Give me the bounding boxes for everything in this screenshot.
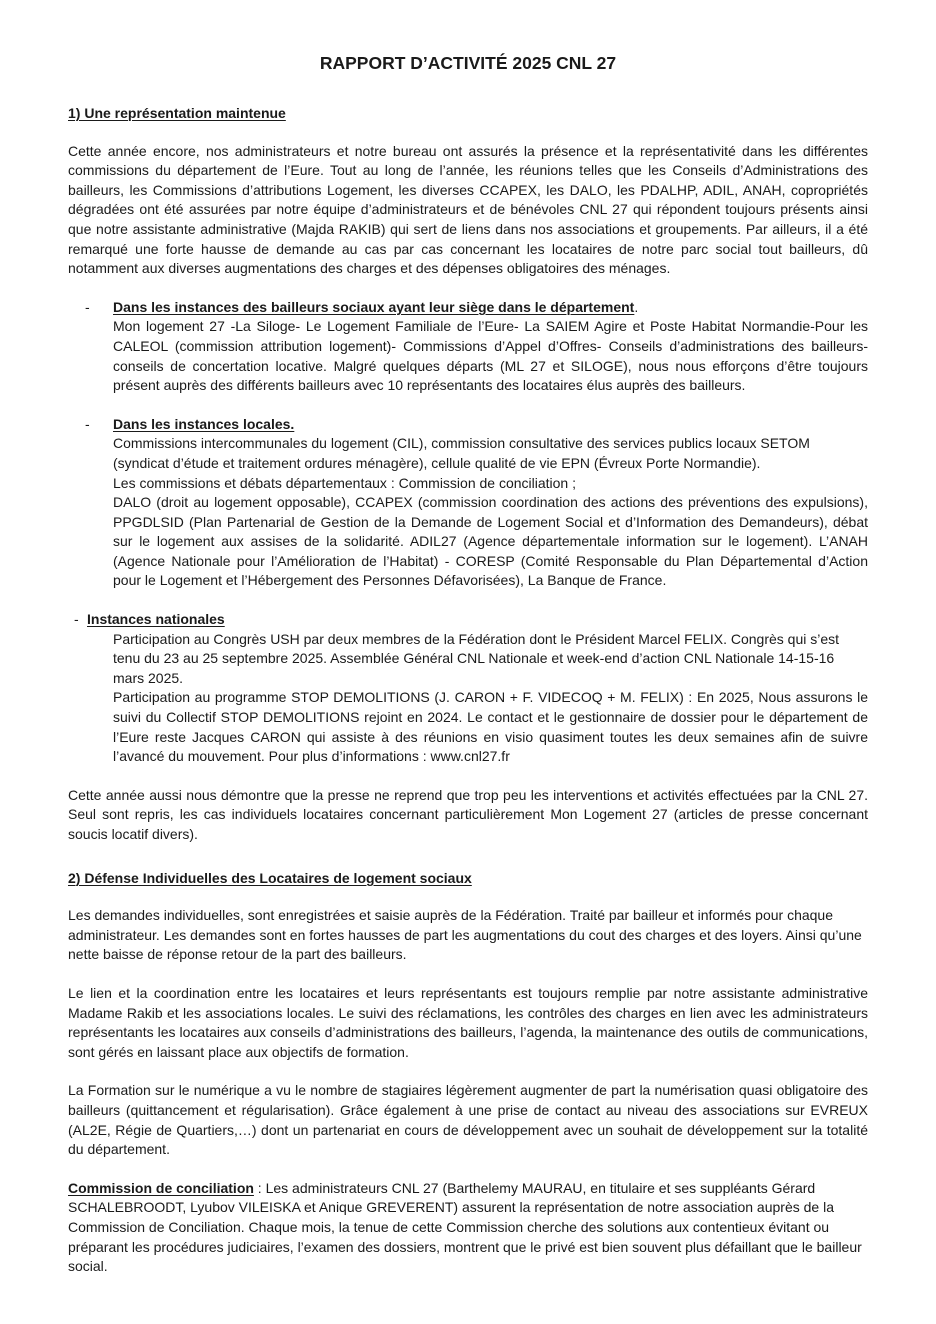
website-url: www.cnl27.fr <box>430 748 510 765</box>
bullet-item-instances-locales <box>68 415 868 591</box>
commission-conciliation-text: Les administrateurs CNL 27 (Barthelemy MAURAU, en titulaire et ses suppléants Gérard SCHALEBROODT, Lyubov VILEISKA et Anique GREVERENT) assurent la représentation de notre association auprès de la Commission de Conciliation. Chaque mois, la tenue de cette Commission cherche des solutions aux contentieux évitant ou préparant les procédures judiciaires, l’examen des dossiers, montrent que le privé est bien souvent plus défaillant que le bailleur social. <box>68 1179 862 1275</box>
bullet-heading: Dans les instances des bailleurs sociaux ayant leur siège dans le département <box>113 298 635 315</box>
individual-requests-paragraph: Les demandes individuelles, sont enregistrées et saisie auprès de la Fédération. Traité par bailleur et informés pour chaque administrateur. Les demandes sont en fortes hausses de part les augmentations du cout des charges et des loyers. Ainsi qu’une nette baisse de réponse retour de la part des bailleurs. <box>68 907 862 963</box>
section-1-bullet-list <box>68 298 868 767</box>
section-1-heading <box>68 104 868 124</box>
bullet-heading-line <box>113 298 868 318</box>
stop-demolitions-text: Participation au programme STOP DEMOLITIONS (J. CARON + F. VIDECOQ + M. FELIX) : En 2025, Nous assurons le suivi du Collectif STOP DEMOLITIONS rejoint en 2024. Le contact et le gestionnaire de dossier pour le département de l’Eure reste Jacques CARON qui assiste à des réunions en visio quasiment toutes les deux semaines afin de suivre l’avancé du mouvement. Pour plus d’informations : <box>113 689 868 765</box>
bullet-item-bailleurs-sociaux <box>68 298 868 396</box>
section-1-heading-text: 1) Une représentation maintenue <box>68 105 286 121</box>
press-coverage-paragraph: Cette année aussi nous démontre que la presse ne reprend que trop peu les interventions et activités effectuées par la CNL 27. Seul sont repris, les cas individuels locataires concernant particulièrement Mon Logement 27 (articles de presse concernant soucis locatif divers). <box>68 786 868 842</box>
formation-numerique-paragraph: La Formation sur le numérique a vu le nombre de stagiaires légèrement augmenter de part la numérisation quasi obligatoire des bailleurs (quittancement et régularisation). Grâce également à une prise de contact au niveau des associations sur EVREUX (AL2E, Régie de Quartiers,…) dont un partenariat en cours de développement avec un souhait de développement sur la totalité du département. <box>68 1082 868 1158</box>
section-2-heading-text: 2) Défense Individuelles des Locataires de logement sociaux <box>68 869 472 886</box>
coordination-paragraph: Le lien et la coordination entre les locataires et leurs représentants est toujours remplie par notre assistante administrative Madame Rakib et les associations locales. Le suivi des réclamations, les contrôles des charges en lien avec les administrateurs représentants les locataires aux conseils d’administrations des bailleurs, l’agenda, la maintenance des outils de communications, sont gérés en laissant place aux objectifs de formation. <box>68 984 868 1060</box>
bullet-heading: Instances nationales <box>87 611 225 628</box>
bullet-content <box>113 415 868 591</box>
commission-conciliation-separator: : <box>253 1179 266 1196</box>
bullet-body-paragraph: Participation au Congrès USH par deux membres de la Fédération dont le Président Marcel FELIX. Congrès qui s’est tenu du 23 au 25 septembre 2025. Assemblée Général CNL Nationale et week-end d’action CNL Nationale 14-15-16 mars 2025. <box>113 630 840 686</box>
bullet-heading-suffix: . <box>634 298 639 315</box>
bullet-body-paragraph <box>113 688 868 766</box>
commission-conciliation-label: Commission de conciliation <box>68 1179 254 1196</box>
bullet-content <box>113 298 868 396</box>
section-1-intro-paragraph: Cette année encore, nos administrateurs et notre bureau ont assurés la présence et la représentativité dans les différentes commissions du département de l’Eure. Tout au long de l’année, les réunions telles que les Conseils d’Administrations des bailleurs, les Commissions d’attributions Logement, les diverses CCAPEX, les DALO, les PDALHP, ADIL, ANAH, copropriétés dégradées ont été assurées par notre équipe d’administrateurs et de bénévoles CNL 27 qui répondent toujours présents ainsi que notre assistante administrative (Majda RAKIB) qui sert de liens dans nos associations et groupements. Par ailleurs, il a été remarqué une forte hausse de demande au cas par cas concernant les locataires de notre parc social tout bailleurs, dû notamment aux diverses augmentations des charges et des dépenses obligatoires des ménages. <box>68 142 868 277</box>
bullet-heading-line <box>87 610 868 630</box>
document-title: RAPPORT D’ACTIVITÉ 2025 CNL 27 <box>319 53 617 73</box>
bullet-dash-marker: - <box>74 611 79 628</box>
bullet-body-paragraph: Les commissions et débats départementaux : Commission de conciliation ; <box>113 474 576 491</box>
bullet-body-paragraph: DALO (droit au logement opposable), CCAPEX (commission coordination des actions des préventions des expulsions), PPGDLSID (Plan Partenarial de Gestion de la Demande de Logement Social et d’Information des Demandeurs), débat sur le logement aux assises de la solidarité. ADIL27 (Agence départementale information sur le logement). L’ANAH (Agence Nationale pour l’Amélioration de l’Habitat) - CORESP (Comité Responsable du Plan Départemental d’Action pour le Logement et l’Hébergement des Personnes Défavorisées), La Banque de France. <box>113 494 868 589</box>
bullet-heading: Dans les instances locales. <box>113 415 295 432</box>
bullet-body-paragraph: Mon logement 27 -La Siloge- Le Logement Familiale de l’Eure- La SAIEM Agire et Poste Habitat Normandie-Pour les CALEOL (commission attribution logement)- Commissions d’Appel d’Offres- Conseils d’administrations des bailleurs-conseils de concertation locative. Malgré quelques départs (ML 27 et SILOGE), nous nous efforçons d’être toujours présent auprès des différents bailleurs avec 10 représentants des locataires élus auprès des bailleurs. <box>113 318 868 394</box>
section-2-heading <box>68 869 868 889</box>
bullet-heading-line <box>113 415 868 435</box>
bullet-dash-marker: - <box>85 298 90 315</box>
bullet-body-paragraph: Commissions intercommunales du logement (CIL), commission consultative des services publics locaux SETOM (syndicat d’étude et traitement ordures ménagère), cellule qualité de vie EPN (Évreux Porte Normandie). <box>113 435 810 471</box>
bullet-item-instances-nationales <box>68 610 868 767</box>
commission-conciliation-paragraph <box>68 1179 868 1277</box>
bullet-content <box>87 610 868 767</box>
bullet-dash-marker: - <box>85 415 90 432</box>
